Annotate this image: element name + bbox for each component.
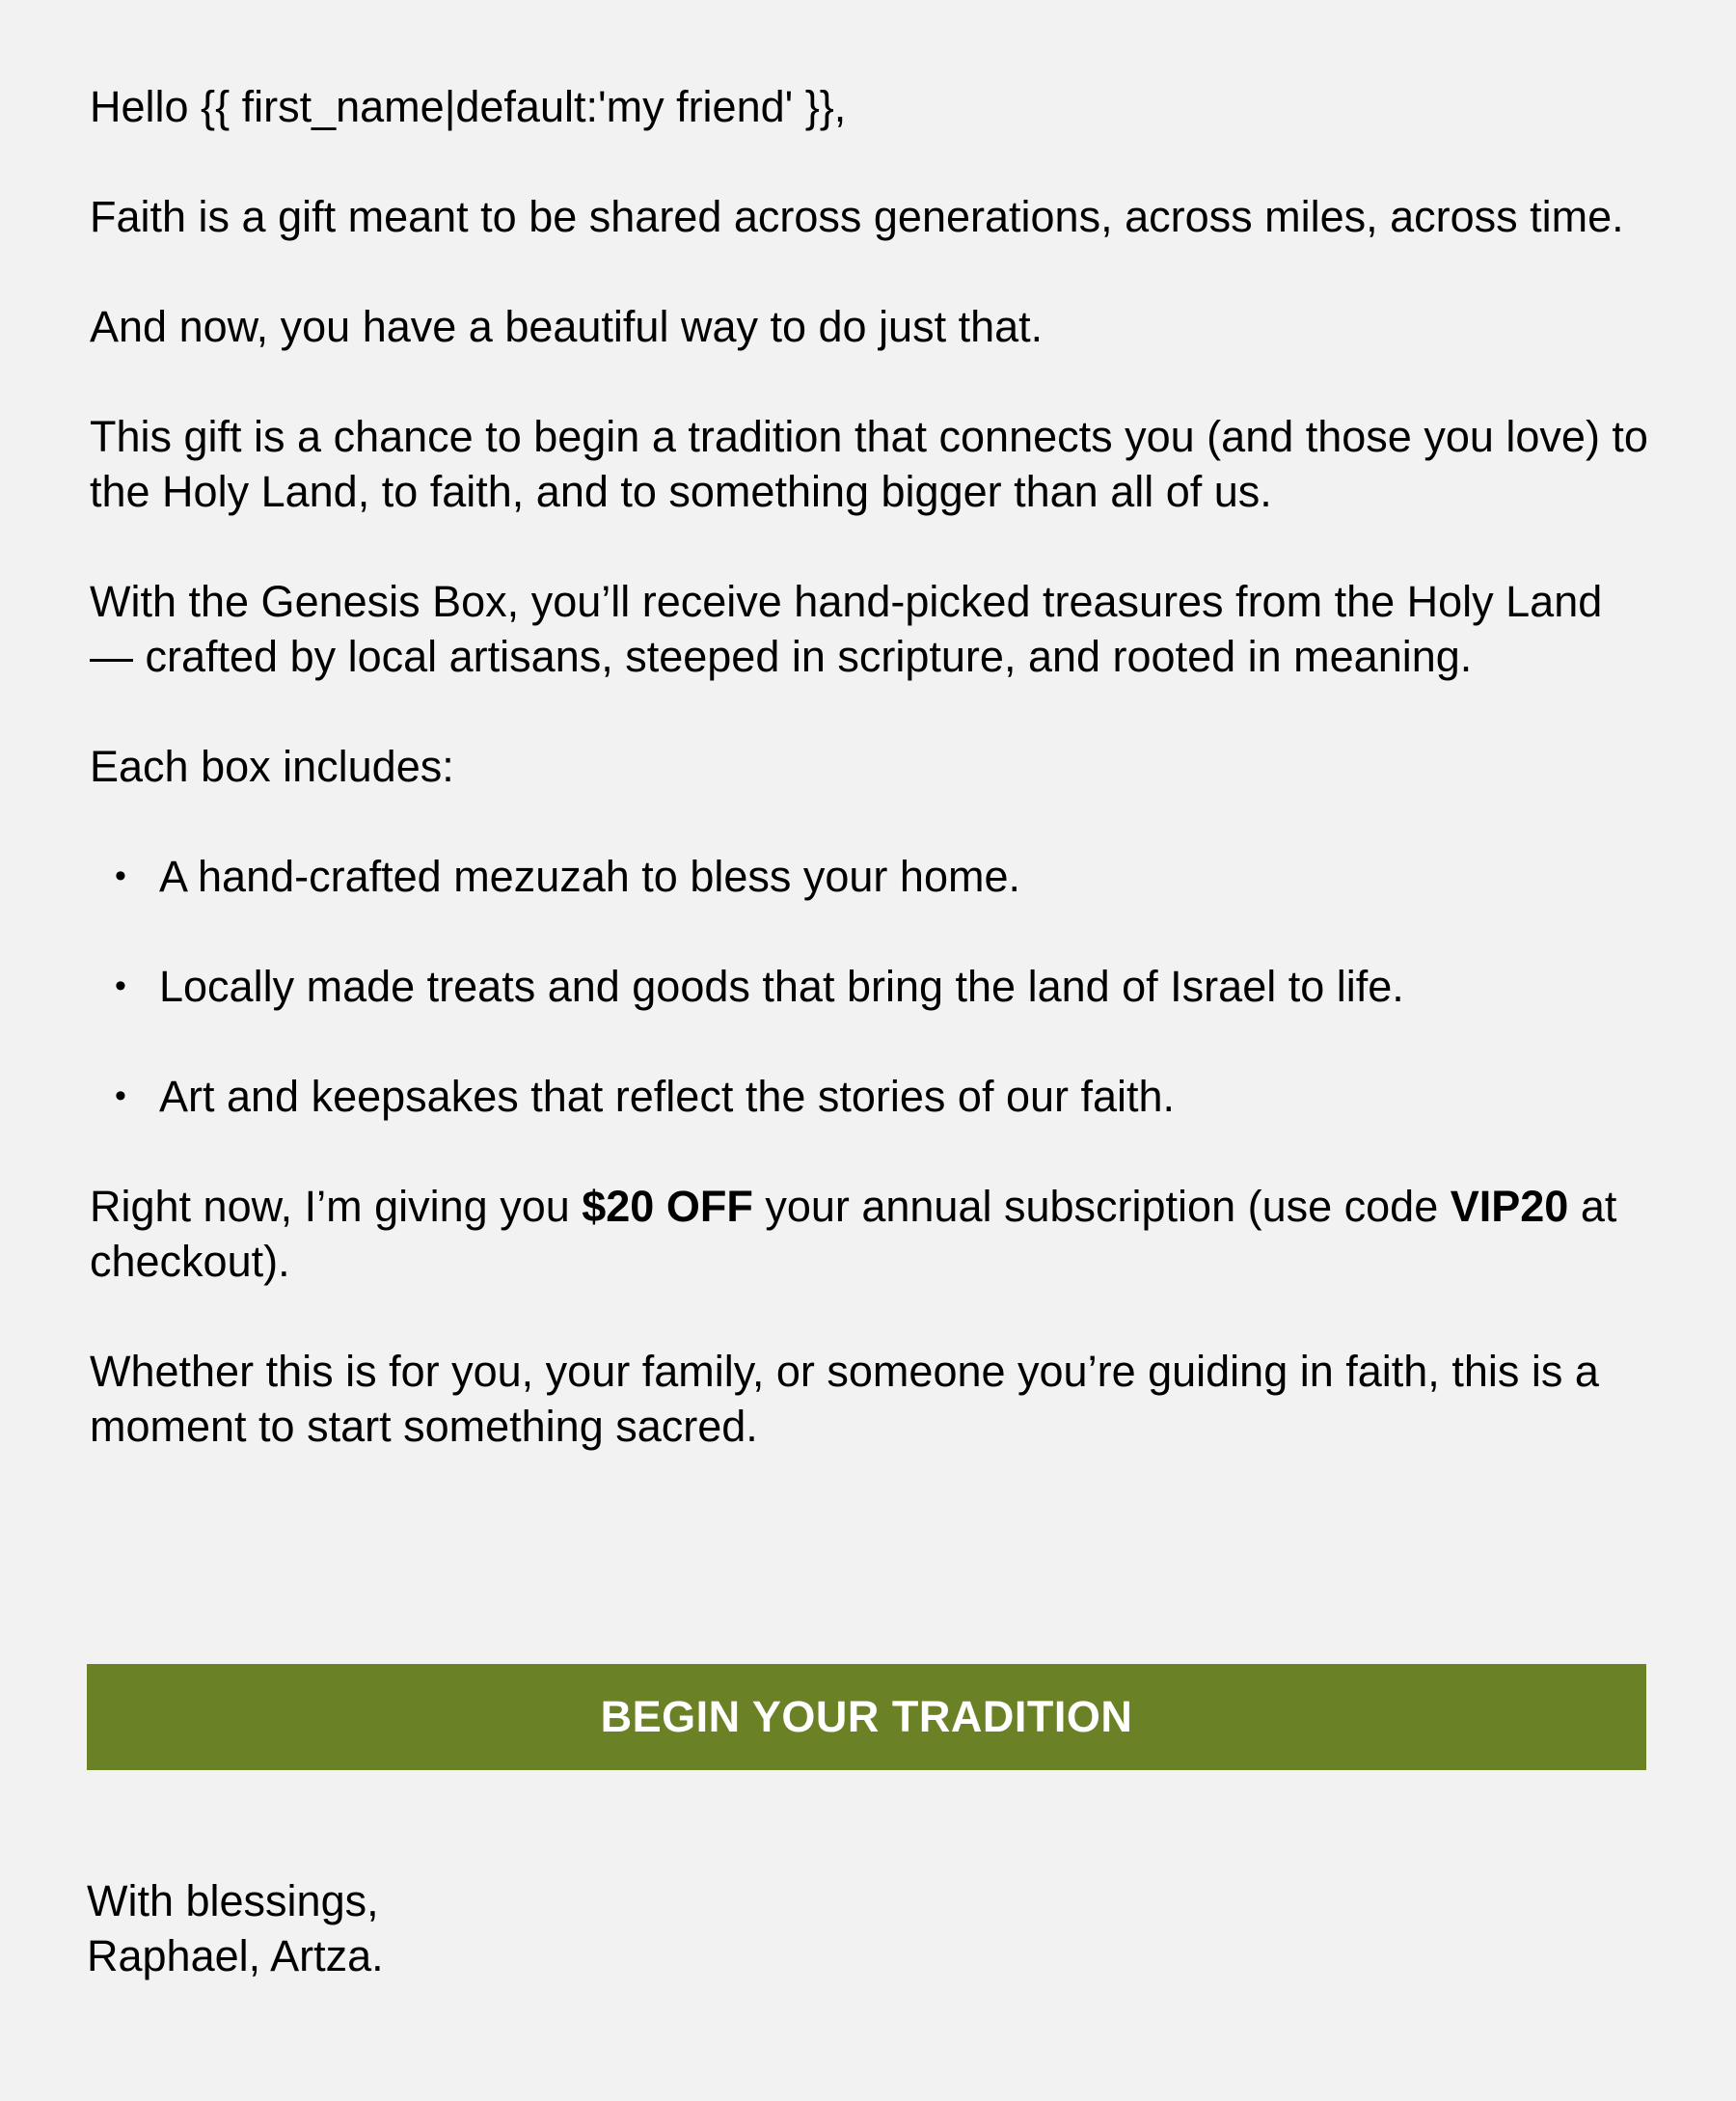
bullet-icon: • (115, 968, 126, 1004)
list-item (90, 1069, 1652, 1124)
paragraph-faith: Faith is a gift meant to be shared across generations, across miles, across time. (90, 192, 1624, 241)
paragraph-genesis-box: With the Genesis Box, you’ll receive hand-picked treasures from the Holy Land — crafted by local artisans, steeped in scripture, and rooted in meaning. (90, 577, 1603, 681)
greeting: Hello {{ first_name|default:'my friend' }}, (90, 82, 847, 131)
paragraph-gift: This gift is a chance to begin a tradition that connects you (and those you love) to the Holy Land, to faith, and to something bigger than all of us. (90, 412, 1648, 516)
offer-suffix: at checkout). (90, 1182, 1617, 1286)
bullet-icon: • (115, 1078, 126, 1114)
begin-your-tradition-button[interactable]: BEGIN YOUR TRADITION (87, 1664, 1646, 1770)
offer-code: VIP20 (1450, 1182, 1569, 1231)
paragraph-offer (90, 1179, 1652, 1289)
list-item (90, 959, 1652, 1014)
list-item (90, 849, 1652, 904)
list-item-text: A hand-crafted mezuzah to bless your home. (159, 852, 1020, 901)
bullet-icon: • (115, 858, 126, 894)
list-item-text: Art and keepsakes that reflect the stories of our faith. (159, 1072, 1176, 1121)
box-items-list (90, 849, 1652, 1124)
email-body (90, 79, 1652, 1454)
offer-discount: $20 OFF (582, 1182, 753, 1231)
paragraph-whether: Whether this is for you, your family, or someone you’re guiding in faith, this is a moment to start something sacred. (90, 1347, 1599, 1451)
offer-prefix: Right now, I’m giving you (90, 1182, 583, 1231)
paragraph-and-now: And now, you have a beautiful way to do just that. (90, 302, 1044, 351)
signoff-line-signature: Raphael, Artza. (87, 1931, 384, 1980)
signoff-line-blessings: With blessings, (87, 1876, 379, 1925)
paragraph-includes: Each box includes: (90, 742, 454, 791)
signoff (87, 1873, 384, 1983)
list-item-text: Locally made treats and goods that bring the land of Israel to life. (159, 962, 1404, 1011)
offer-middle: your annual subscription (use code (752, 1182, 1451, 1231)
